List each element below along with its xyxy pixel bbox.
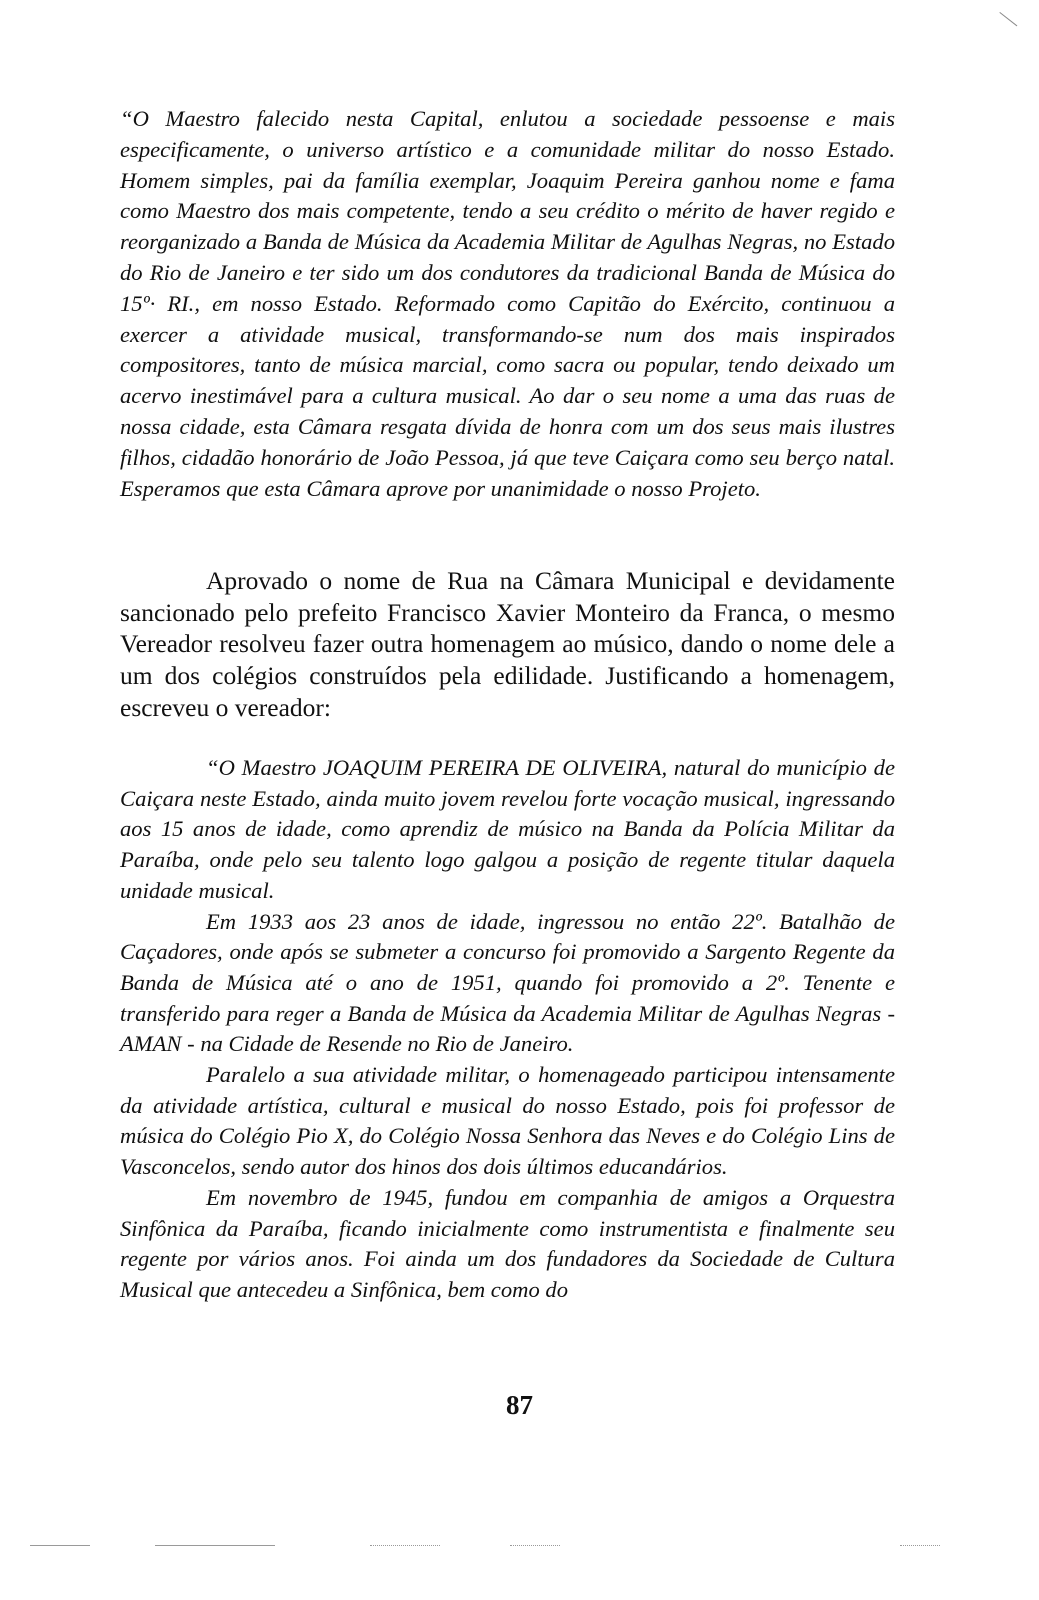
- scan-edge-mark: [370, 1545, 440, 1546]
- quote-1-paragraph: “O Maestro falecido nesta Capital, enlutou a sociedade pessoense e mais especificamente, o universo artístico e a comunidade militar do nosso Estado. Homem simples, pai da família exemplar, Joaquim Pereira ganhou nome e fama como Maestro dos mais competente, tendo a seu crédito o mérito de haver regido e reorganizado a Banda de Música da Academia Militar de Agulhas Negras, no Estado do Rio de Janeiro e ter sido um dos condutores da tradicional Banda de Música do 15º· RI., em nosso Estado. Reformado como Capitão do Exército, continuou a exercer a atividade musical, transformando-se num dos mais inspirados compositores, tanto de música marcial, como sacra ou popular, tendo deixado um acervo inestimável para a cultura musical. Ao dar o seu nome a uma das ruas de nossa cidade, esta Câmara resgata dívida de honra com um dos seus mais ilustres filhos, cidadão honorário de João Pessoa, já que teve Caiçara como seu berço natal. Esperamos que esta Câmara aprove por unanimidade o nosso Projeto.: [120, 106, 895, 501]
- quote-block-2: [120, 753, 895, 1306]
- quote-block-1: [120, 104, 895, 504]
- page-number: 87: [506, 1390, 533, 1420]
- quote-2-paragraph-3: Paralelo a sua atividade militar, o homenageado participou intensamente da atividade artística, cultural e musical do nosso Estado, pois foi professor de música do Colégio Pio X, do Colégio Nossa Senhora das Neves e do Colégio Lins de Vasconcelos, sendo autor dos hinos dos dois últimos educandários.: [120, 1062, 895, 1180]
- scan-edge-mark: [30, 1545, 90, 1546]
- quote-2-paragraph-2: Em 1933 aos 23 anos de idade, ingressou no então 22º. Batalhão de Caçadores, onde após se submeter a concurso foi promovido a Sargento Regente da Banda de Música até o ano de 1951, quando foi promovido a 2º. Tenente e transferido para reger a Banda de Música da Academia Militar de Agulhas Negras - AMAN - na Cidade de Resende no Rio de Janeiro.: [120, 908, 895, 1057]
- scan-edge-mark: [510, 1545, 560, 1546]
- body-paragraph: Aprovado o nome de Rua na Câmara Municipal e devidamente sancionado pelo prefeito Francisco Xavier Monteiro da Franca, o mesmo Vereador resolveu fazer outra homenagem ao músico, dando o nome dele a um dos colégios construídos pela edilidade. Justificando a homenagem, escreveu o vereador:: [120, 566, 895, 722]
- scan-corner-mark: [999, 12, 1017, 26]
- quote-2-paragraph-1: “O Maestro JOAQUIM PEREIRA DE OLIVEIRA, natural do município de Caiçara neste Estado, ainda muito jovem revelou forte vocação musical, ingressando aos 15 anos de idade, como aprendiz de músico na Banda da Polícia Militar da Paraíba, onde pelo seu talento logo galgou a posição de regente titular daquela unidade musical.: [120, 755, 895, 903]
- scan-edge-mark: [900, 1545, 940, 1546]
- quote-2-paragraph-4: Em novembro de 1945, fundou em companhia de amigos a Orquestra Sinfônica da Paraíba, ficando inicialmente como instrumentista e finalmente seu regente por vários anos. Foi ainda um dos fundadores da Sociedade de Cultura Musical que antecedeu a Sinfônica, bem como do: [120, 1184, 895, 1302]
- scan-edge-mark: [155, 1545, 275, 1546]
